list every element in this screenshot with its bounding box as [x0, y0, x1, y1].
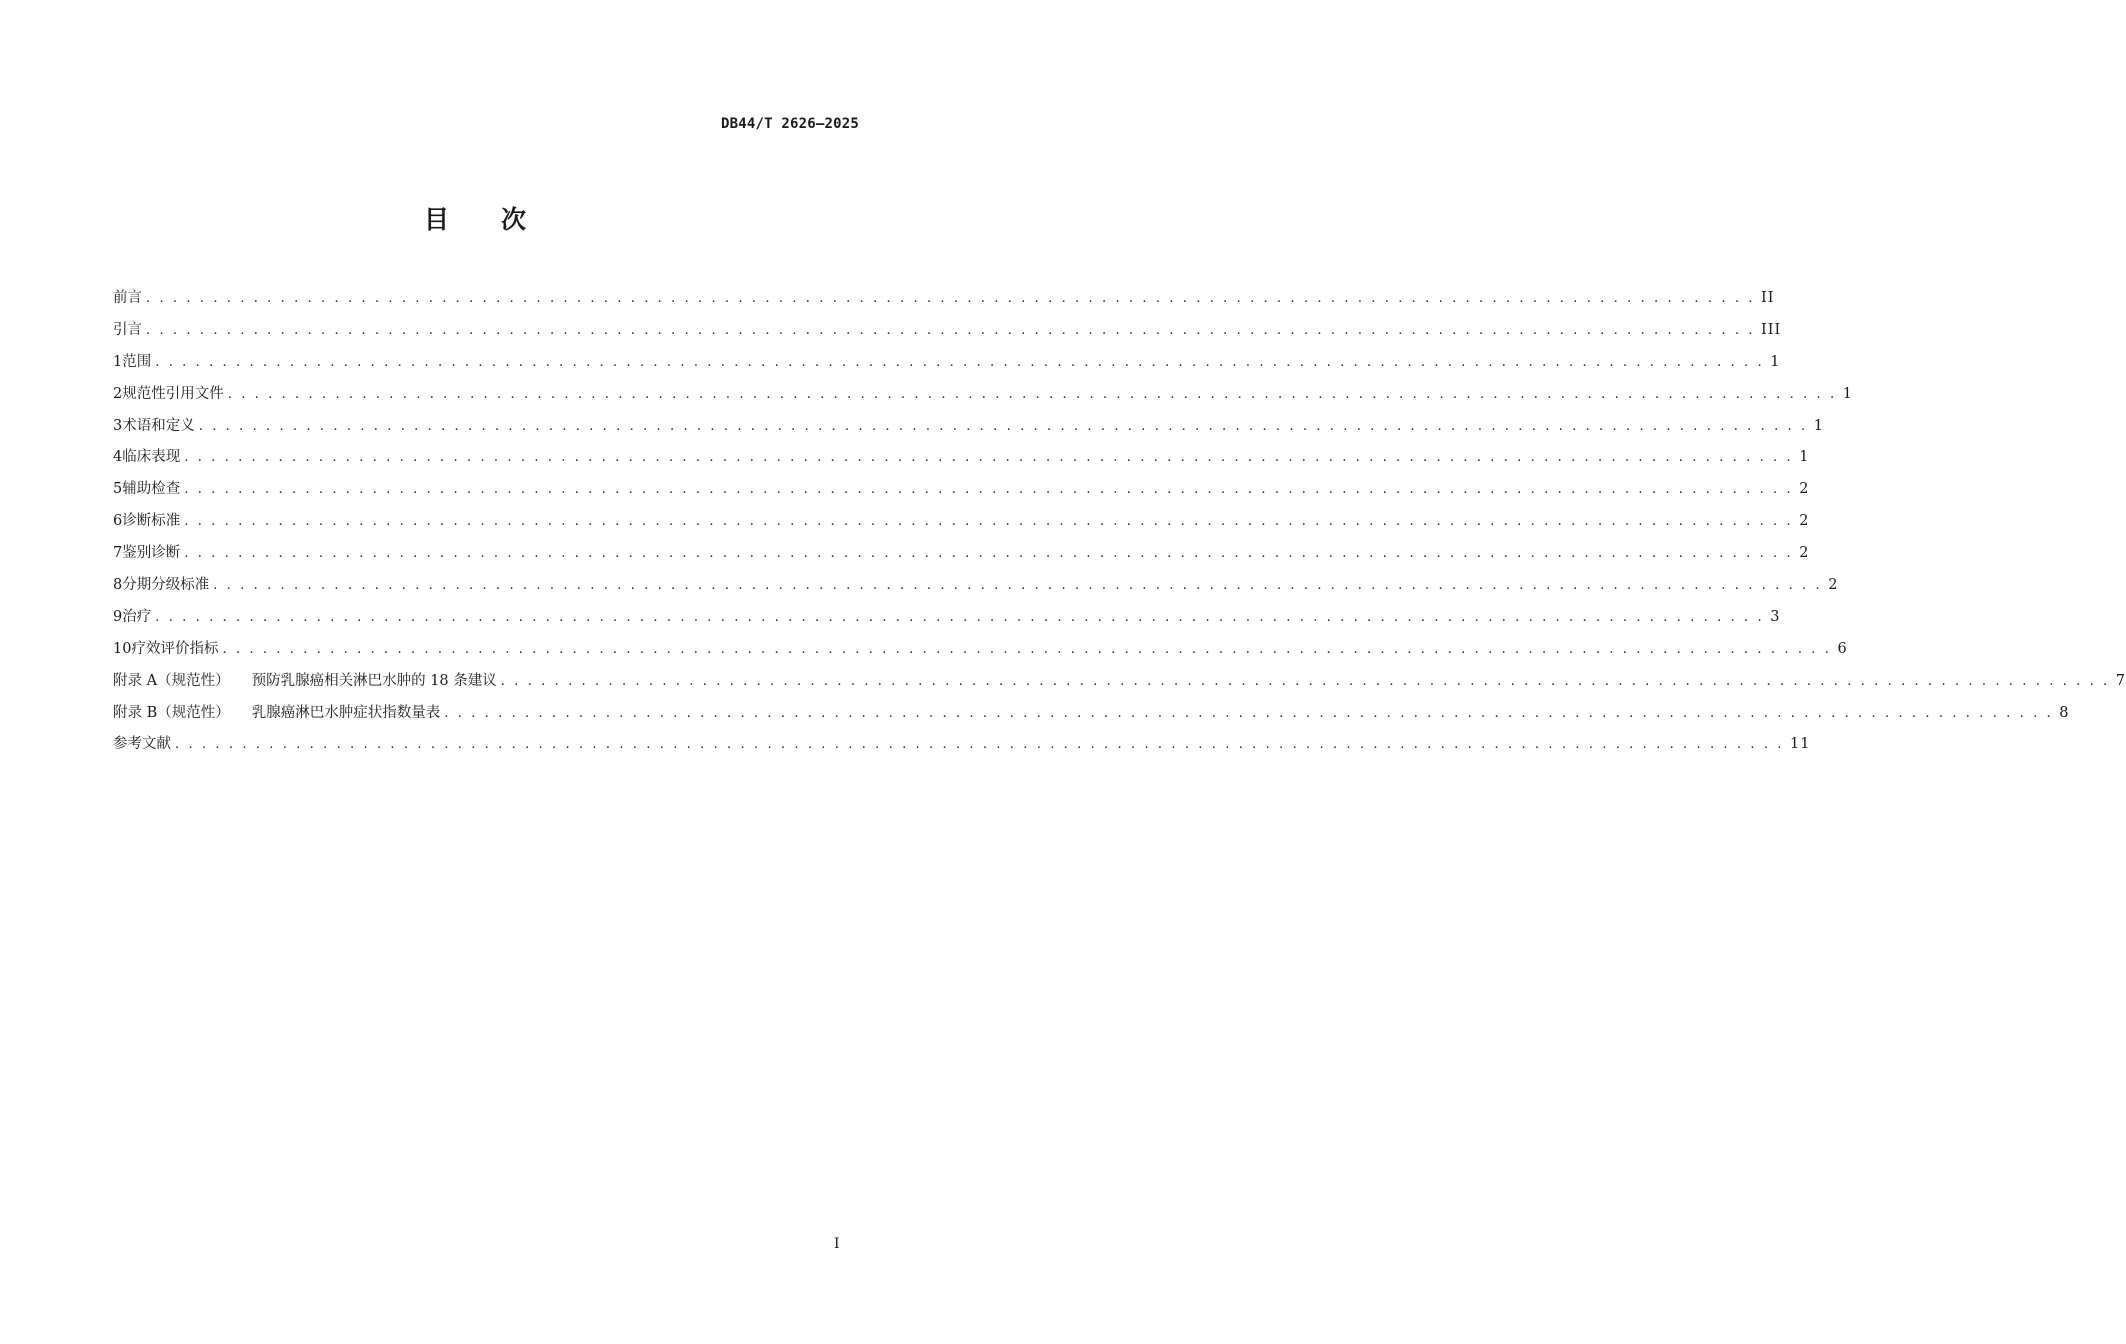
- toc-entry-label: [122, 478, 180, 500]
- toc-entry-title: 治疗: [122, 608, 152, 625]
- toc-entry-title: 疗效评价指标: [131, 640, 219, 657]
- toc-entry[interactable]: [113, 415, 1824, 447]
- toc-entry-label: [113, 702, 440, 724]
- toc-entry[interactable]: [113, 702, 2070, 734]
- toc-entry[interactable]: [113, 287, 1775, 319]
- toc-entry-number: 4: [113, 449, 123, 466]
- toc-entry-page: 2: [1828, 577, 1839, 594]
- toc-entry-number: 2: [113, 385, 123, 402]
- toc-leader-dots: . . . . . . . . . . . . . . . . . . . . . . . . . . . . . . . . . . . . . . . . . . . . . . . . . . . . . . . . . . . . . . . . . . . . . . . . . . . . . . . . . . . . . . . . . . . . . . . . . . . . . . . . . . . . . . . . . . . . . . . .: [146, 291, 1756, 306]
- toc-entry-page: II: [1761, 290, 1775, 306]
- table-of-contents: [113, 287, 2126, 765]
- toc-entry-title: 鉴别诊断: [122, 545, 181, 562]
- toc-entry-page: 2: [1799, 481, 1810, 498]
- toc-entry-title: 规范性引用文件: [122, 385, 224, 402]
- toc-leader-dots: . . . . . . . . . . . . . . . . . . . . . . . . . . . . . . . . . . . . . . . . . . . . . . . . . . . . . . . . . . . . . . . . . . . . . . . . . . . . . . . . . . . . . . . . . . . . . . . . . . . . . . . . . . . . . . . . . . . . . . . .: [184, 482, 1794, 498]
- toc-leader-dots: . . . . . . . . . . . . . . . . . . . . . . . . . . . . . . . . . . . . . . . . . . . . . . . . . . . . . . . . . . . . . . . . . . . . . . . . . . . . . . . . . . . . . . . . . . . . . . . . . . . . . . . . . . . . . . . . . . . . . . . .: [184, 450, 1794, 466]
- toc-entry[interactable]: [113, 319, 1782, 351]
- toc-entry-page: 1: [1842, 385, 1853, 402]
- toc-entry-page: 2: [1799, 513, 1810, 530]
- toc-entry-title: 附录 A（规范性）: [113, 672, 230, 689]
- document-code: DB44/T 2626—2025: [720, 116, 859, 132]
- toc-entry-title: 诊断标准: [122, 513, 181, 530]
- toc-entry[interactable]: [113, 606, 1781, 638]
- toc-entry-label: [113, 319, 142, 341]
- toc-leader-dots: . . . . . . . . . . . . . . . . . . . . . . . . . . . . . . . . . . . . . . . . . . . . . . . . . . . . . . . . . . . . . . . . . . . . . . . . . . . . . . . . . . . . . . . . . . . . . . . . . . . . . . . . . . . . . . . . . . . . . . . .: [175, 737, 1785, 753]
- toc-entry-label: [122, 415, 195, 437]
- toc-entry-page: III: [1761, 321, 1782, 338]
- toc-entry-title: 辅助检查: [122, 481, 181, 498]
- toc-entry[interactable]: [113, 670, 2126, 702]
- toc-entry[interactable]: [113, 351, 1781, 383]
- toc-entry-subtitle: 预防乳腺癌相关淋巴水肿的 18 条建议: [251, 672, 497, 689]
- toc-entry-label: [122, 574, 209, 596]
- toc-entry-label: [122, 351, 151, 373]
- toc-leader-dots: . . . . . . . . . . . . . . . . . . . . . . . . . . . . . . . . . . . . . . . . . . . . . . . . . . . . . . . . . . . . . . . . . . . . . . . . . . . . . . . . . . . . . . . . . . . . . . . . . . . . . . . . . . . . . . . . . . . . . . . .: [444, 705, 2054, 721]
- page-title: 目次: [423, 205, 578, 234]
- toc-entry[interactable]: [113, 446, 1810, 478]
- toc-entry-page: 1: [1813, 417, 1824, 434]
- toc-entry[interactable]: [113, 638, 1848, 670]
- toc-entry-title: 参考文献: [113, 736, 171, 753]
- toc-entry-title: 附录 B（规范性）: [113, 704, 230, 721]
- toc-leader-dots: . . . . . . . . . . . . . . . . . . . . . . . . . . . . . . . . . . . . . . . . . . . . . . . . . . . . . . . . . . . . . . . . . . . . . . . . . . . . . . . . . . . . . . . . . . . . . . . . . . . . . . . . . . . . . . . . . . . . . . . .: [184, 514, 1794, 530]
- toc-entry-label: [131, 638, 218, 660]
- toc-entry[interactable]: [113, 733, 1811, 765]
- toc-entry-subtitle: 乳腺癌淋巴水肿症状指数量表: [251, 704, 441, 721]
- toc-entry-page: 1: [1799, 449, 1810, 466]
- toc-entry-number: 6: [113, 513, 123, 530]
- toc-entry-title: 引言: [113, 321, 142, 338]
- toc-entry-label: [113, 287, 142, 309]
- toc-leader-dots: . . . . . . . . . . . . . . . . . . . . . . . . . . . . . . . . . . . . . . . . . . . . . . . . . . . . . . . . . . . . . . . . . . . . . . . . . . . . . . . . . . . . . . . . . . . . . . . . . . . . . . . . . . . . . . . . . . . . . . . .: [227, 386, 1837, 402]
- toc-entry-page: 1: [1770, 353, 1781, 370]
- toc-entry-label: [122, 542, 180, 564]
- toc-leader-dots: . . . . . . . . . . . . . . . . . . . . . . . . . . . . . . . . . . . . . . . . . . . . . . . . . . . . . . . . . . . . . . . . . . . . . . . . . . . . . . . . . . . . . . . . . . . . . . . . . . . . . . . . . . . . . . . . . . . . . . . .: [500, 673, 2110, 689]
- toc-entry[interactable]: [113, 383, 1853, 415]
- toc-entry[interactable]: [113, 542, 1810, 574]
- toc-entry-label: [113, 670, 497, 692]
- toc-entry-label: [122, 383, 224, 405]
- toc-entry[interactable]: [113, 478, 1810, 510]
- toc-entry[interactable]: [113, 574, 1839, 606]
- toc-entry-number: 5: [113, 481, 123, 498]
- toc-entry-page: 11: [1790, 736, 1811, 753]
- toc-entry-number: 3: [113, 417, 123, 434]
- toc-entry-page: 3: [1770, 608, 1781, 625]
- toc-entry-number: 10: [113, 640, 132, 657]
- toc-entry-number: 7: [113, 545, 123, 562]
- toc-leader-dots: . . . . . . . . . . . . . . . . . . . . . . . . . . . . . . . . . . . . . . . . . . . . . . . . . . . . . . . . . . . . . . . . . . . . . . . . . . . . . . . . . . . . . . . . . . . . . . . . . . . . . . . . . . . . . . . . . . . . . . . .: [155, 609, 1765, 625]
- toc-entry-page: 8: [2059, 704, 2070, 721]
- toc-entry-title: 临床表现: [122, 449, 181, 466]
- page-number: I: [834, 1236, 840, 1252]
- toc-entry-page: 2: [1799, 545, 1810, 562]
- toc-entry-title: 术语和定义: [122, 417, 195, 434]
- toc-leader-dots: . . . . . . . . . . . . . . . . . . . . . . . . . . . . . . . . . . . . . . . . . . . . . . . . . . . . . . . . . . . . . . . . . . . . . . . . . . . . . . . . . . . . . . . . . . . . . . . . . . . . . . . . . . . . . . . . . . . . . . . .: [146, 322, 1756, 338]
- toc-entry-label: [122, 446, 180, 468]
- toc-leader-dots: . . . . . . . . . . . . . . . . . . . . . . . . . . . . . . . . . . . . . . . . . . . . . . . . . . . . . . . . . . . . . . . . . . . . . . . . . . . . . . . . . . . . . . . . . . . . . . . . . . . . . . . . . . . . . . . . . . . . . . . .: [198, 418, 1808, 434]
- toc-entry-number: 9: [113, 608, 123, 625]
- toc-entry-title: 范围: [122, 353, 152, 370]
- toc-entry-number: 8: [113, 577, 123, 594]
- toc-entry-title: 分期分级标准: [122, 577, 210, 594]
- toc-entry-page: 6: [1837, 640, 1848, 657]
- toc-leader-dots: . . . . . . . . . . . . . . . . . . . . . . . . . . . . . . . . . . . . . . . . . . . . . . . . . . . . . . . . . . . . . . . . . . . . . . . . . . . . . . . . . . . . . . . . . . . . . . . . . . . . . . . . . . . . . . . . . . . . . . . .: [184, 546, 1794, 562]
- toc-entry-number: 1: [113, 353, 123, 370]
- toc-entry-page: 7: [2115, 672, 2126, 689]
- toc-leader-dots: . . . . . . . . . . . . . . . . . . . . . . . . . . . . . . . . . . . . . . . . . . . . . . . . . . . . . . . . . . . . . . . . . . . . . . . . . . . . . . . . . . . . . . . . . . . . . . . . . . . . . . . . . . . . . . . . . . . . . . . .: [213, 578, 1823, 594]
- toc-leader-dots: . . . . . . . . . . . . . . . . . . . . . . . . . . . . . . . . . . . . . . . . . . . . . . . . . . . . . . . . . . . . . . . . . . . . . . . . . . . . . . . . . . . . . . . . . . . . . . . . . . . . . . . . . . . . . . . . . . . . . . . .: [155, 354, 1765, 370]
- toc-entry-label: [122, 510, 180, 532]
- toc-entry[interactable]: [113, 510, 1810, 542]
- toc-entry-label: [113, 733, 171, 755]
- toc-entry-title: 前言: [113, 290, 142, 306]
- toc-entry-label: [122, 606, 151, 628]
- toc-leader-dots: . . . . . . . . . . . . . . . . . . . . . . . . . . . . . . . . . . . . . . . . . . . . . . . . . . . . . . . . . . . . . . . . . . . . . . . . . . . . . . . . . . . . . . . . . . . . . . . . . . . . . . . . . . . . . . . . . . . . . . . .: [222, 641, 1832, 657]
